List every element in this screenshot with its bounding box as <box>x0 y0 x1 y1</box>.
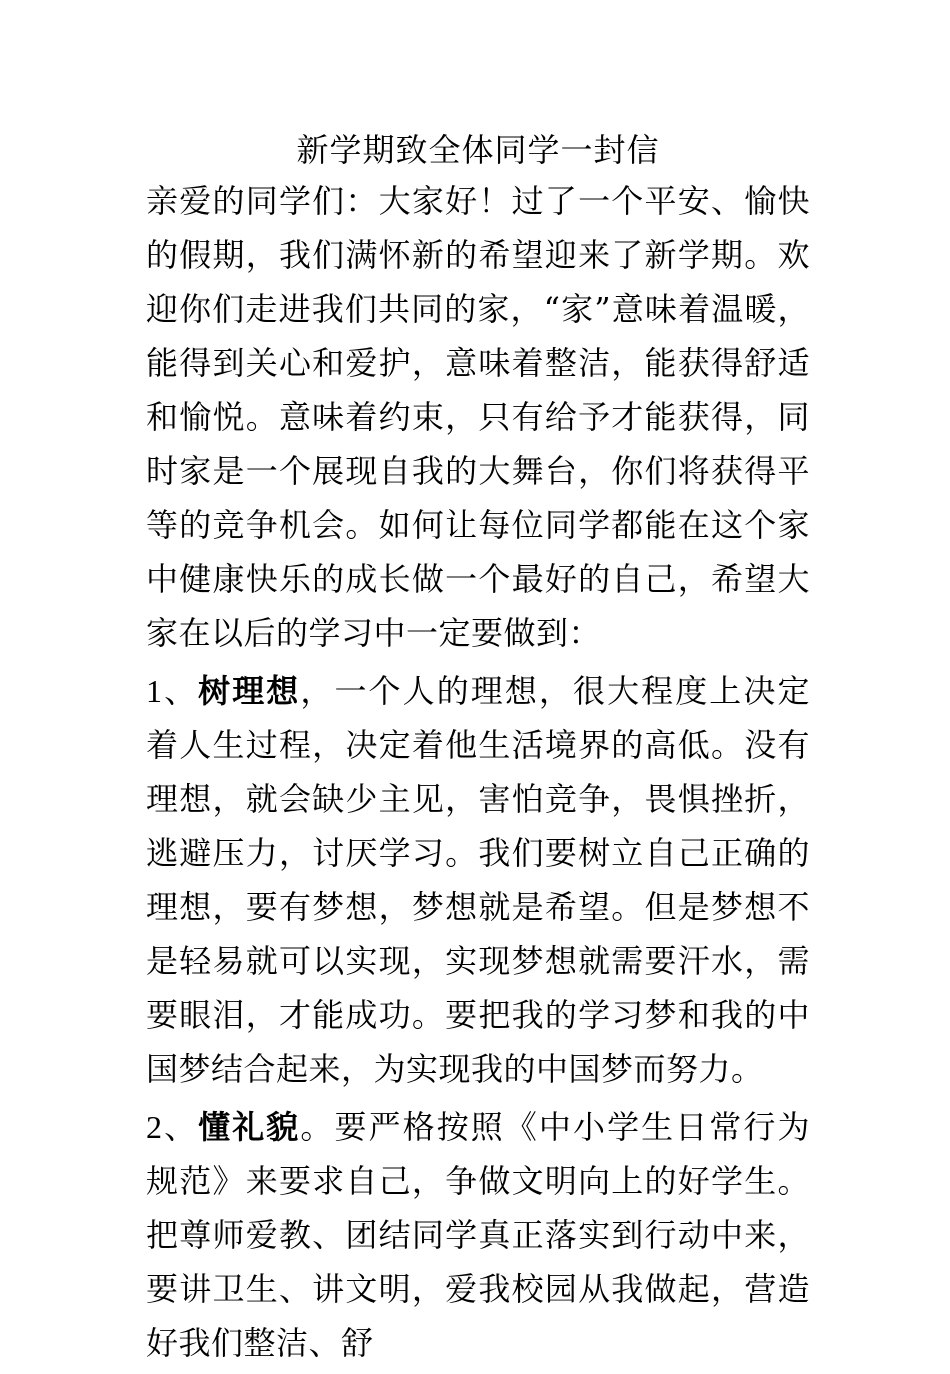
item-number-2: 2、 <box>146 1109 199 1145</box>
item-heading-2: 懂礼貌 <box>198 1108 301 1146</box>
item-number-1: 1、 <box>146 673 199 709</box>
item-paragraph-2 <box>146 1100 810 1370</box>
item-text-1: ，一个人的理想，很大程度上决定着人生过程，决定着他生活境界的高低。没有理想，就会缺少主见，害怕竞争，畏惧挫折，逃避压力，讨厌学习。我们要树立自己正确的理想，要有梦想，梦想就是希望。但是梦想不是轻易就可以实现，实现梦想就需要汗水，需要眼泪，才能成功。要把我的学习梦和我的中国梦结合起来，为实现我的中国梦而努力。 <box>146 672 810 1088</box>
item-text-2: 。要严格按照《中小学生日常行为规范》来要求自己，争做文明向上的好学生。把尊师爱教、团结同学真正落实到行动中来，要讲卫生、讲文明，爱我校园从我做起，营造好我们整洁、舒 <box>146 1108 810 1362</box>
item-heading-1: 树理想 <box>198 672 301 710</box>
document-page <box>146 128 810 1374</box>
item-paragraph-1 <box>146 664 810 1096</box>
document-title: 新学期致全体同学一封信 <box>296 131 660 169</box>
intro-paragraph: 亲爱的同学们：大家好！过了一个平安、愉快的假期，我们满怀新的希望迎来了新学期。欢迎你们走进我们共同的家，“家”意味着温暖，能得到关心和爱护，意味着整洁，能获得舒适和愉悦。意味着约束，只有给予才能获得，同时家是一个展现自我的大舞台，你们将获得平等的竞争机会。如何让每位同学都能在这个家中健康快乐的成长做一个最好的自己，希望大家在以后的学习中一定要做到： <box>146 182 810 652</box>
